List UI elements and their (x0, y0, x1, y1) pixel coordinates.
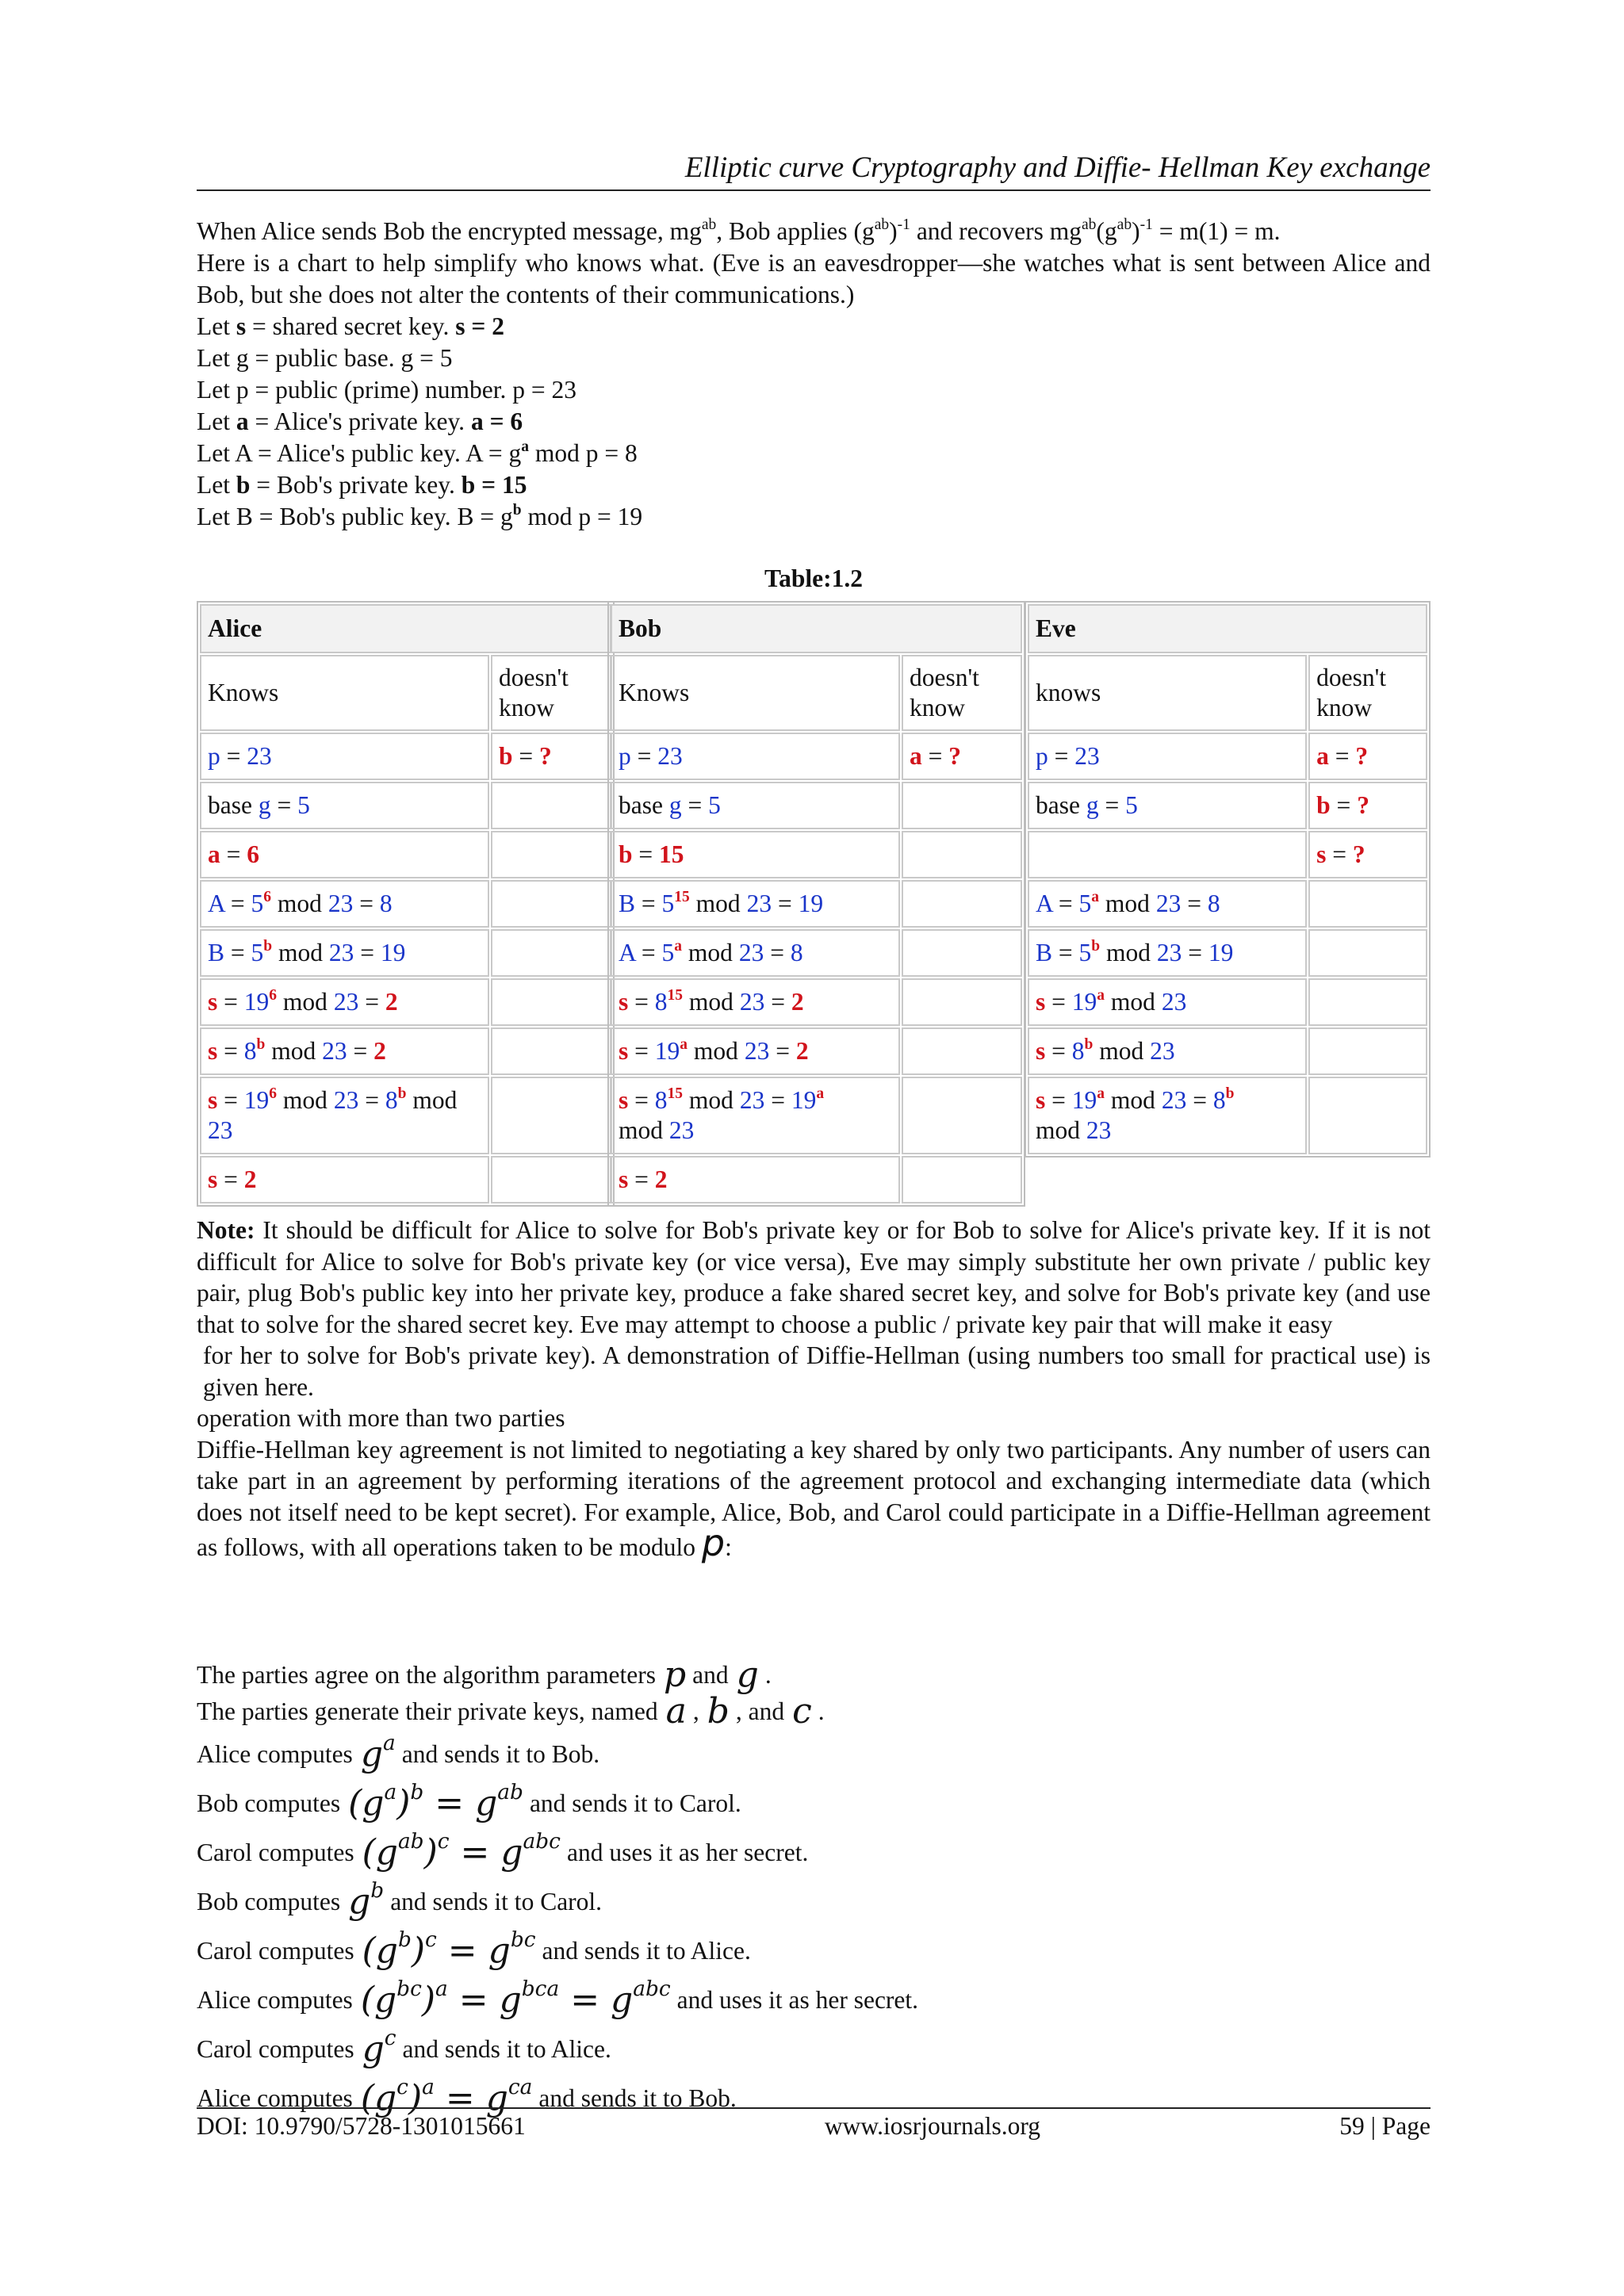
table-cell: a = 6 (200, 831, 489, 878)
footer-doi: DOI: 10.9790/5728-1301015661 (197, 2112, 526, 2140)
table-cell: s = 2 (611, 1156, 900, 1203)
table-cell: s = ? (1308, 831, 1427, 878)
multiparty-paragraph: Diffie-Hellman key agreement is not limited to negotiating a key shared by only two participants. Any number of users can take part in an agreement by performing iterations of the agreement protocol and exchanging intermediate data (which does not itself need to be kept secret). For example, Alice, Bob, and Carol could participate in a Diffie-Hellman agreement as follows, with all operations taken to be modulo p: (197, 1435, 1431, 1564)
table-cell: p = 23 (611, 733, 900, 780)
eve-table-title: Eve (1028, 604, 1427, 653)
def-g: Let g = public base. g = 5 (197, 344, 453, 372)
table-cell: $s = 19^6$ mod $23 = 8^b$ mod 23 (200, 1077, 489, 1154)
step-generate: The parties generate their private keys, named a , b , and c . (197, 1691, 825, 1732)
table-cell: base g = 5 (200, 782, 489, 829)
def-a: Let a = Alice's private key. a = 6 (197, 408, 523, 435)
table-cell: a = ? (1308, 733, 1427, 780)
alice-table-title: Alice (200, 604, 611, 653)
table-cell (1308, 880, 1427, 928)
table-cell: $s = 8^{15}$ mod 23 = 2 (611, 978, 900, 1026)
note-section (197, 1215, 1431, 1563)
table-cell (902, 1156, 1022, 1203)
table-cell (1308, 1077, 1427, 1154)
bob-table-title: Bob (611, 604, 1022, 653)
intro-paragraph: Here is a chart to help simplify who knows what. (Eve is an eavesdropper—she watches what is sent between Alice and Bob, but she does not alter the contents of their communications.) (197, 249, 1431, 308)
table-cell (1308, 1027, 1427, 1075)
table-cell: $A = 5^a$ mod 23 = 8 (1028, 880, 1307, 928)
step-alice-2: Alice computes $(g^{bc})^a = g^{bca} = g^{abc}$ and uses it as her secret. (197, 1976, 919, 2020)
bob-table (607, 601, 1025, 1207)
step-carol-1: Carol computes $(g^{ab})^c = g^{abc}$ and uses it as her secret. (197, 1829, 809, 1873)
table-cell: a = ? (902, 733, 1022, 780)
step-alice-3: Alice computes $(g^c)^a = g^{ca}$ and sends it to Bob. (197, 2075, 737, 2118)
footer-website: www.iosrjournals.org (824, 2112, 1041, 2140)
table-cell: s = 2 (200, 1156, 489, 1203)
table-cell: $s = 19^a$ mod 23 (1028, 978, 1307, 1026)
table-cell (491, 1156, 611, 1203)
table-cell (902, 880, 1022, 928)
def-b: Let b = Bob's private key. b = 15 (197, 471, 527, 499)
table-cell: p = 23 (1028, 733, 1307, 780)
step-bob-2: Bob computes $g^b$ and sends it to Carol. (197, 1878, 603, 1922)
footer-page-number: 59 | Page (1339, 2112, 1431, 2140)
knows-header: knows (1028, 655, 1307, 731)
step-agree: The parties agree on the algorithm parameters p and g . (197, 1655, 772, 1695)
table-cell: b = 15 (611, 831, 900, 878)
table-cell: p = 23 (200, 733, 489, 780)
def-s: Let s = shared secret key. s = 2 (197, 312, 504, 340)
section-heading: operation with more than two parties (197, 1404, 565, 1432)
table-cell (902, 929, 1022, 977)
protocol-steps (197, 1657, 1431, 2123)
step-bob-1: Bob computes $(g^a)^b = g^{ab}$ and sends it to Carol. (197, 1780, 741, 1823)
table-cell (1308, 929, 1427, 977)
table-cell (902, 782, 1022, 829)
table-cell: $s = 8^b$ mod 23 (1028, 1027, 1307, 1075)
eve-table (1025, 601, 1431, 1158)
def-B: Let B = Bob's public key. $B = g^b$ mod p = 19 (197, 501, 643, 530)
table-cell (491, 929, 611, 977)
table-caption: Table:1.2 (764, 564, 863, 592)
table-cell: $s = 19^a$ mod $23 = 8^b$ mod 23 (1028, 1077, 1307, 1154)
table-cell (1308, 978, 1427, 1026)
note-paragraph: Note: It should be difficult for Alice to solve for Bob's private key or for Bob to solve for Alice's private key. If it is not difficult for Alice to solve for Bob's private key (or vice versa), Eve may simply substitute her own private / public key pair, plug Bob's public key into her private key, produce a fake shared secret key, and solve for Bob's private key (and use that to solve for the shared secret key. Eve may attempt to choose a public / private key pair that will make it easy (197, 1216, 1431, 1338)
table-cell: $s = 19^a$ mod 23 = 2 (611, 1027, 900, 1075)
table-cell (902, 1027, 1022, 1075)
table-cell (902, 831, 1022, 878)
page-footer (197, 2107, 1431, 2141)
alice-table (197, 601, 615, 1207)
table-cell (491, 1077, 611, 1154)
table-cell (491, 831, 611, 878)
table-cell: $s = 19^6$ mod 23 = 2 (200, 978, 489, 1026)
table-cell (902, 1077, 1022, 1154)
table-cell: $s = 8^{15}$ mod $23 = 19^a$ mod 23 (611, 1077, 900, 1154)
table-cell: $A = 5^6$ mod 23 = 8 (200, 880, 489, 928)
running-header: Elliptic curve Cryptography and Diffie- Hellman Key exchange (197, 151, 1431, 191)
doesnt-know-header: doesn't know (491, 655, 611, 731)
table-cell: b = ? (1308, 782, 1427, 829)
table-cell (1028, 831, 1307, 878)
intro-section (197, 216, 1431, 533)
def-p: Let p = public (prime) number. p = 23 (197, 376, 577, 404)
table-cell: b = ? (491, 733, 611, 780)
table-cell: $A = 5^a$ mod 23 = 8 (611, 929, 900, 977)
table-cell: $B = 5^{15}$ mod 23 = 19 (611, 880, 900, 928)
knowledge-tables (197, 601, 1431, 1193)
doesnt-know-header: doesn't know (902, 655, 1022, 731)
def-A: Let A = Alice's public key. $A = g^a$ mod p = 8 (197, 438, 638, 467)
intro-line-1: When Alice sends Bob the encrypted message, $mg^{ab}$, Bob applies $(g^{ab})^{-1}$ and recovers $mg^{ab}(g^{ab})^{-1} = m(1) = m$. (197, 216, 1281, 245)
table-cell (491, 880, 611, 928)
table-cell: base g = 5 (611, 782, 900, 829)
table-cell (491, 782, 611, 829)
knows-header: Knows (200, 655, 489, 731)
step-carol-3: Carol computes $g^c$ and sends it to Alice. (197, 2026, 611, 2069)
knows-header: Knows (611, 655, 900, 731)
table-cell (902, 978, 1022, 1026)
table-cell: $B = 5^b$ mod 23 = 19 (200, 929, 489, 977)
doesnt-know-header: doesn't know (1308, 655, 1427, 731)
table-cell (491, 978, 611, 1026)
note-paragraph-cont: for her to solve for Bob's private key). A demonstration of Diffie-Hellman (using numbers too small for practical use) is given here. (203, 1341, 1431, 1401)
table-cell (491, 1027, 611, 1075)
step-alice-1: Alice computes $g^a$ and sends it to Bob. (197, 1731, 600, 1774)
table-cell: $B = 5^b$ mod 23 = 19 (1028, 929, 1307, 977)
table-cell: $s = 8^b$ mod 23 = 2 (200, 1027, 489, 1075)
step-carol-2: Carol computes $(g^b)^c = g^{bc}$ and sends it to Alice. (197, 1927, 751, 1971)
table-cell: base g = 5 (1028, 782, 1307, 829)
